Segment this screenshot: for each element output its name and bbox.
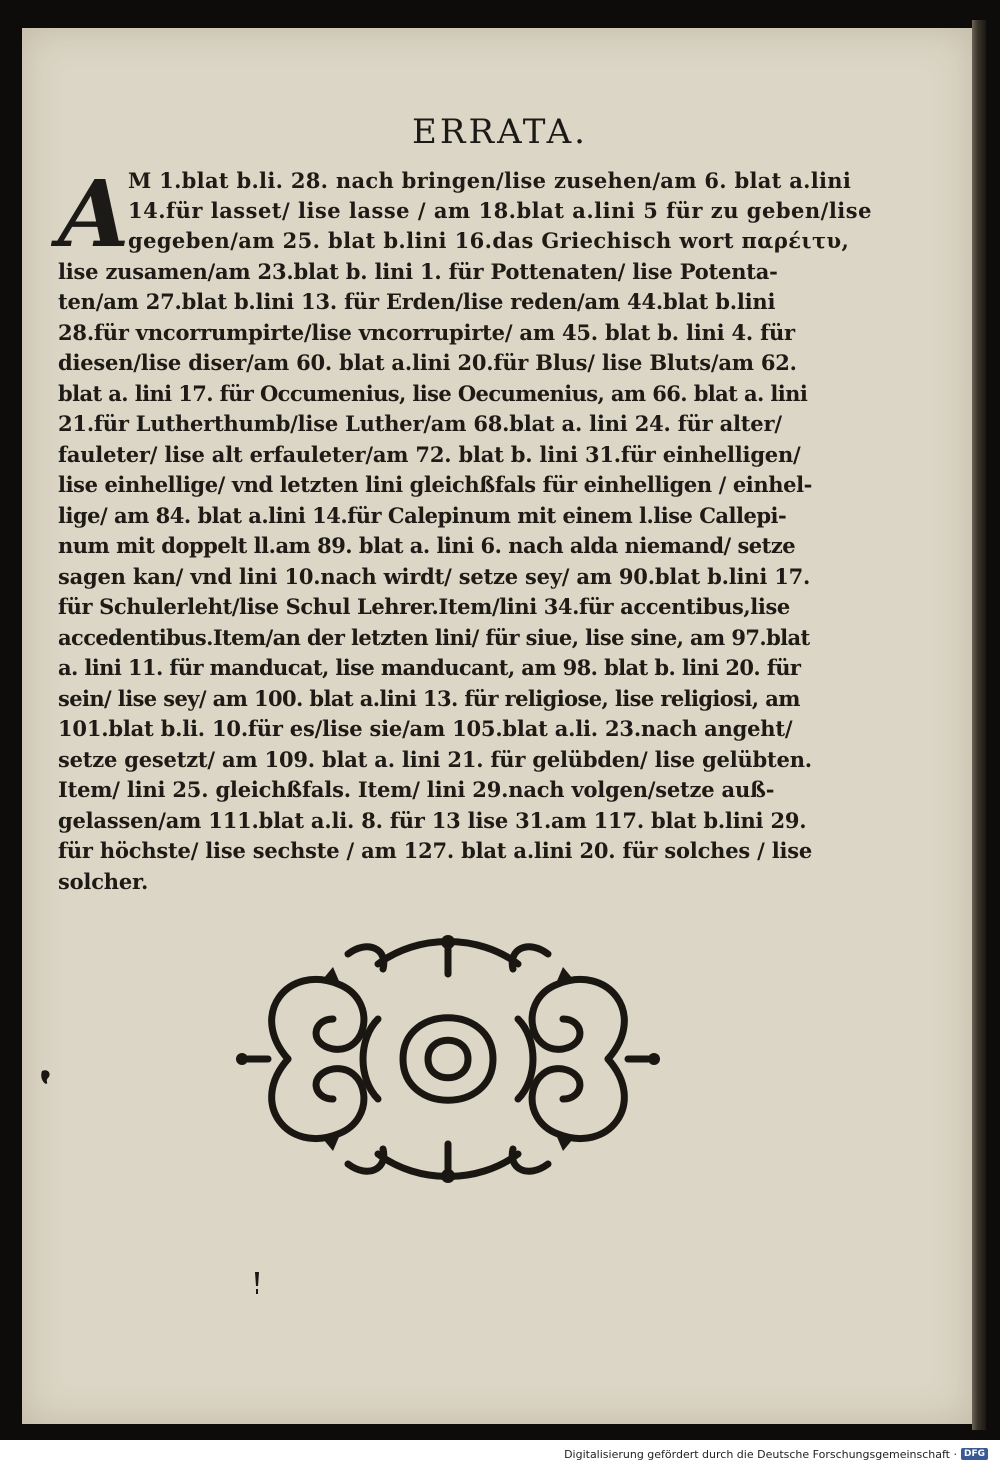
digitization-credit	[564, 1444, 988, 1464]
ornament-vignette-icon	[228, 924, 668, 1194]
text-line: diesen/lise diser/am 60. blat a.lini 20.für Blus/ lise Bluts/am 62.	[58, 350, 797, 375]
text-line: fauleter/ lise alt erfauleter/am 72. blat b. lini 31.für einhelligen/	[58, 442, 801, 467]
text-line: solcher.	[58, 869, 149, 894]
text-line: gegeben/am 25. blat b.lini 16.das Griechisch wort παρέιτυ,	[128, 228, 850, 253]
text-line: M 1.blat b.li. 28. nach bringen/lise zusehen/am 6. blat a.lini	[128, 168, 852, 193]
text-line: 14.für lasset/ lise lasse / am 18.blat a.lini 5 für zu geben/lise	[128, 198, 872, 223]
text-line: num mit doppelt ll.am 89. blat a. lini 6. nach alda niemand/ setze	[58, 533, 796, 558]
page-title: ERRATA.	[412, 112, 588, 152]
text-line: für höchste/ lise sechste / am 127. blat a.lini 20. für solches / lise	[58, 838, 813, 863]
text-line: sagen kan/ vnd lini 10.nach wirdt/ setze sey/ am 90.blat b.lini 17.	[58, 564, 811, 589]
text-line: setze gesetzt/ am 109. blat a. lini 21. für gelübden/ lise gelübten.	[58, 747, 812, 772]
ink-mark-icon	[40, 1068, 52, 1084]
text-line: 28.für vncorrumpirte/lise vncorrupirte/ am 45. blat b. lini 4. für	[58, 320, 795, 345]
ink-mark-icon	[253, 1272, 261, 1294]
page-edge	[972, 20, 986, 1430]
text-line: a. lini 11. für manducat, lise manducant, am 98. blat b. lini 20. für	[58, 655, 801, 680]
text-line: lise zusamen/am 23.blat b. lini 1. für Pottenaten/ lise Potenta-	[58, 259, 778, 284]
text-line: sein/ lise sey/ am 100. blat a.lini 13. für religiose, lise religiosi, am	[58, 686, 800, 711]
text-line: ten/am 27.blat b.lini 13. für Erden/lise reden/am 44.blat b.lini	[58, 289, 776, 314]
text-line: Item/ lini 25. gleichßfals. Item/ lini 29.nach volgen/setze auß-	[58, 777, 775, 802]
credit-text: Digitalisierung gefördert durch die Deutsche Forschungsgemeinschaft ·	[564, 1447, 957, 1461]
text-line: für Schulerleht/lise Schul Lehrer.Item/lini 34.für accentibus,lise	[58, 594, 790, 619]
text-line: blat a. lini 17. für Occumenius, lise Oecumenius, am 66. blat a. lini	[58, 381, 808, 406]
text-line: lige/ am 84. blat a.lini 14.für Calepinum mit einem l.lise Callepi-	[58, 503, 787, 528]
drop-cap: A	[58, 160, 130, 268]
text-line: gelassen/am 111.blat a.li. 8. für 13 lise 31.am 117. blat b.lini 29.	[58, 808, 807, 833]
dfg-logo-icon: DFG	[961, 1448, 988, 1460]
text-line: 101.blat b.li. 10.für es/lise sie/am 105.blat a.li. 23.nach angeht/	[58, 716, 793, 741]
text-line: accedentibus.Item/an der letzten lini/ für siue, lise sine, am 97.blat	[58, 625, 810, 650]
text-line: lise einhellige/ vnd letzten lini gleichßfals für einhelligen / einhel-	[58, 472, 812, 497]
text-line: 21.für Lutherthumb/lise Luther/am 68.blat a. lini 24. für alter/	[58, 411, 782, 436]
